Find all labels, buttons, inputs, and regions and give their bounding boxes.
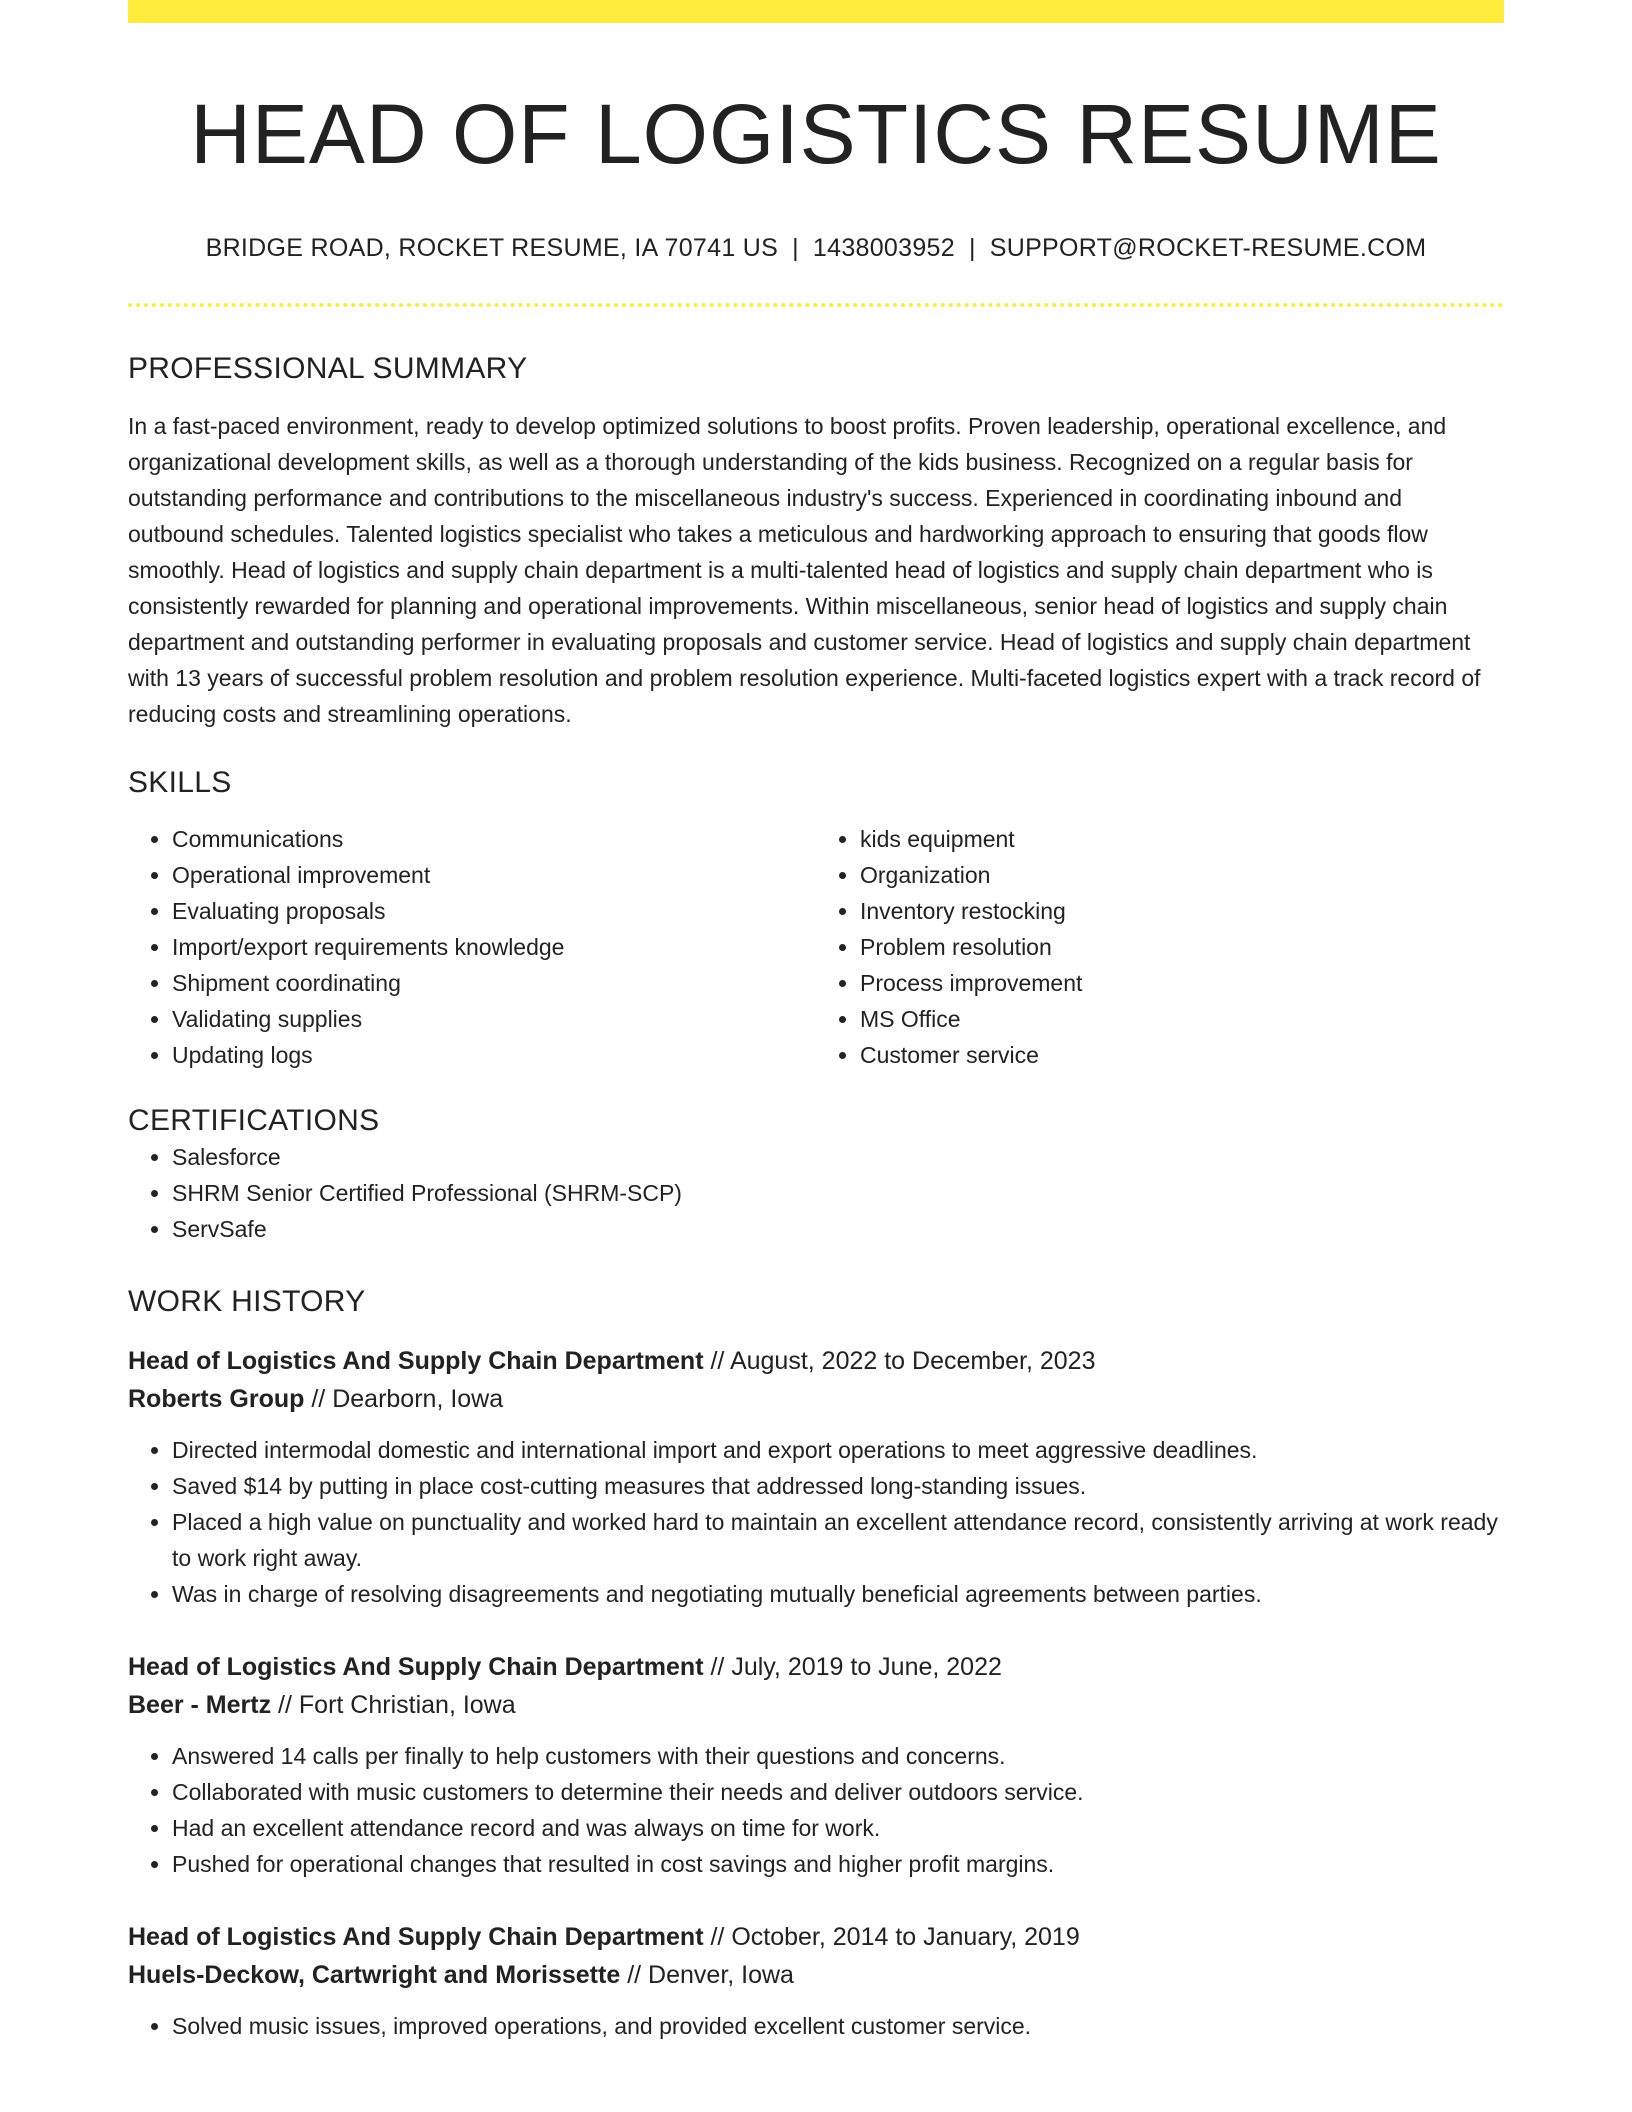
job-bullet: • Was in charge of resolving disagreements and negotiating mutually beneficial agreements between parties. xyxy=(172,1576,1504,1612)
skill-item: • Customer service xyxy=(860,1037,1504,1073)
certification-item: • SHRM Senior Certified Professional (SHRM-SCP) xyxy=(172,1175,1504,1211)
job-dates: July, 2019 to June, 2022 xyxy=(731,1653,1002,1681)
accent-top-bar xyxy=(128,0,1504,23)
job-bullet: • Answered 14 calls per finally to help customers with their questions and concerns. xyxy=(172,1738,1504,1774)
job-title: Head of Logistics And Supply Chain Department xyxy=(128,1653,704,1681)
job-divider: // xyxy=(311,1385,326,1413)
job-bullet: • Placed a high value on punctuality and worked hard to maintain an excellent attendance record, consistently arriving at work ready to work right away. xyxy=(172,1504,1504,1576)
skill-item: • Organization xyxy=(860,857,1504,893)
skill-item: • Import/export requirements knowledge xyxy=(172,929,816,965)
skills-heading: SKILLS xyxy=(128,766,232,799)
resume-title: HEAD OF LOGISTICS RESUME xyxy=(190,87,1442,181)
skill-item: • Shipment coordinating xyxy=(172,965,816,1001)
job-bullets xyxy=(128,1738,1504,1882)
certification-item: • ServSafe xyxy=(172,1211,1504,1247)
job-entry xyxy=(128,1648,1504,1882)
skills-list-right xyxy=(816,821,1504,1073)
job-entry xyxy=(128,1342,1504,1612)
job-bullets xyxy=(128,1432,1504,1612)
job-title-line xyxy=(128,1918,1504,1956)
job-divider: // xyxy=(278,1691,292,1719)
contact-email[interactable]: SUPPORT@ROCKET-RESUME.COM xyxy=(989,234,1427,262)
skill-item: • Inventory restocking xyxy=(860,893,1504,929)
job-divider: // xyxy=(710,1653,725,1681)
contact-separator: | xyxy=(792,234,799,262)
job-company: Beer - Mertz xyxy=(128,1691,272,1719)
job-title: Head of Logistics And Supply Chain Department xyxy=(128,1923,704,1951)
skill-item: • Problem resolution xyxy=(860,929,1504,965)
job-location: Fort Christian, Iowa xyxy=(298,1691,516,1719)
summary-heading: PROFESSIONAL SUMMARY xyxy=(128,352,528,385)
dotted-divider xyxy=(128,303,1504,307)
job-location: Denver, Iowa xyxy=(648,1961,794,1989)
skill-item: • Evaluating proposals xyxy=(172,893,816,929)
job-bullet: • Had an excellent attendance record and was always on time for work. xyxy=(172,1810,1504,1846)
job-bullet: • Solved music issues, improved operations, and provided excellent customer service. xyxy=(172,2008,1504,2044)
contact-separator: | xyxy=(968,234,976,262)
skill-item: • Updating logs xyxy=(172,1037,816,1073)
job-divider: // xyxy=(710,1347,725,1375)
work-history-heading: WORK HISTORY xyxy=(128,1285,366,1318)
job-bullet: • Saved $14 by putting in place cost-cutting measures that addressed long-standing issues. xyxy=(172,1468,1504,1504)
certifications-heading: CERTIFICATIONS xyxy=(128,1104,380,1137)
job-title-line xyxy=(128,1648,1504,1686)
job-bullet: • Collaborated with music customers to determine their needs and deliver outdoors service. xyxy=(172,1774,1504,1810)
contact-line xyxy=(128,232,1504,264)
job-divider: // xyxy=(627,1961,642,1989)
skill-item: • MS Office xyxy=(860,1001,1504,1037)
job-location: Dearborn, Iowa xyxy=(332,1385,504,1413)
job-company-line xyxy=(128,1956,1504,1994)
job-bullet: • Pushed for operational changes that resulted in cost savings and higher profit margins. xyxy=(172,1846,1504,1882)
job-bullet: • Directed intermodal domestic and international import and export operations to meet aggressive deadlines. xyxy=(172,1432,1504,1468)
certifications-list xyxy=(128,1139,1504,1247)
job-company-line xyxy=(128,1380,1504,1418)
job-dates: October, 2014 to January, 2019 xyxy=(731,1923,1080,1951)
contact-address: BRIDGE ROAD, ROCKET RESUME, IA 70741 US xyxy=(205,234,779,262)
summary-text: In a fast-paced environment, ready to develop optimized solutions to boost profits. Proven leadership, operational excellence, and organizational development skills, as well as a thorough understanding of the kids business. Recognized on a regular basis for outstanding performance and contributions to the miscellaneous industry's success. Experienced in coordinating inbound and outbound schedules. Talented logistics specialist who takes a meticulous and hardworking approach to ensuring that goods flow smoothly. Head of logistics and supply chain department is a multi-talented head of logistics and supply chain department who is consistently rewarded for planning and operational improvements. Within miscellaneous, senior head of logistics and supply chain department and outstanding performer in evaluating proposals and customer service. Head of logistics and supply chain department with 13 years of successful problem resolution and problem resolution experience. Multi-faceted logistics expert with a track record of reducing costs and streamlining operations. xyxy=(128,413,1481,727)
skill-item: • Process improvement xyxy=(860,965,1504,1001)
job-bullets xyxy=(128,2008,1504,2044)
skills-columns xyxy=(128,821,1504,1073)
skill-item: • kids equipment xyxy=(860,821,1504,857)
certification-item: • Salesforce xyxy=(172,1139,1504,1175)
skill-item: • Communications xyxy=(172,821,816,857)
job-title: Head of Logistics And Supply Chain Department xyxy=(128,1347,704,1375)
contact-phone: 1438003952 xyxy=(812,234,955,262)
job-divider: // xyxy=(710,1923,725,1951)
job-title-line xyxy=(128,1342,1504,1380)
job-company: Huels-Deckow, Cartwright and Morissette xyxy=(128,1961,621,1989)
job-company: Roberts Group xyxy=(128,1385,305,1413)
skill-item: • Validating supplies xyxy=(172,1001,816,1037)
skills-list-left xyxy=(128,821,816,1073)
skill-item: • Operational improvement xyxy=(172,857,816,893)
job-dates: August, 2022 to December, 2023 xyxy=(729,1347,1096,1375)
job-company-line xyxy=(128,1686,1504,1724)
resume-page xyxy=(128,0,1504,2044)
job-entry xyxy=(128,1918,1504,2044)
